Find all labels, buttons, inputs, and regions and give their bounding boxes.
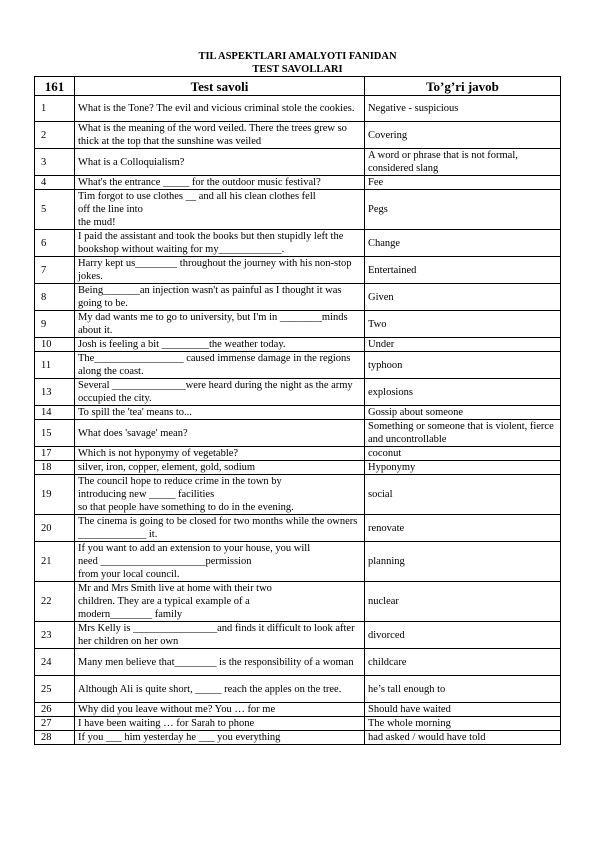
row-number: 8 [35, 284, 75, 311]
row-question: silver, iron, copper, element, gold, sodium [75, 461, 365, 475]
row-number: 19 [35, 475, 75, 515]
row-question: Being_______an injection wasn't as painful as I thought it was going to be. [75, 284, 365, 311]
table-row [35, 622, 561, 649]
row-number: 14 [35, 406, 75, 420]
row-answer: typhoon [365, 352, 561, 379]
row-question: Harry kept us________ throughout the journey with his non-stop jokes. [75, 257, 365, 284]
row-question: If you want to add an extension to your house, you will need ____________________permission from your local council. [75, 542, 365, 582]
table-row [35, 542, 561, 582]
row-question: What is the meaning of the word veiled. There the trees grew so thick at the top that the sunshine was veiled [75, 122, 365, 149]
row-number: 26 [35, 703, 75, 717]
row-answer: Hyponymy [365, 461, 561, 475]
table-row [35, 190, 561, 230]
row-answer: Something or someone that is violent, fierce and uncontrollable [365, 420, 561, 447]
row-question: My dad wants me to go to university, but I'm in ________minds about it. [75, 311, 365, 338]
row-number: 2 [35, 122, 75, 149]
row-number: 20 [35, 515, 75, 542]
table-row [35, 149, 561, 176]
header-answer: To’g’ri javob [365, 77, 561, 96]
table-row [35, 230, 561, 257]
table-row [35, 96, 561, 122]
row-number: 11 [35, 352, 75, 379]
table-row [35, 676, 561, 703]
row-answer: Covering [365, 122, 561, 149]
row-answer: renovate [365, 515, 561, 542]
test-table [34, 76, 561, 745]
table-row [35, 582, 561, 622]
row-question: What does 'savage' mean? [75, 420, 365, 447]
row-number: 18 [35, 461, 75, 475]
row-answer: Should have waited [365, 703, 561, 717]
document-title [34, 50, 561, 76]
title-line-2: TEST SAVOLLARI [252, 64, 343, 75]
row-question: Many men believe that________ is the responsibility of a woman [75, 649, 365, 676]
row-question: The council hope to reduce crime in the town by introducing new _____ facilities so that people have something to do in the evening. [75, 475, 365, 515]
table-row [35, 352, 561, 379]
row-question: The_________________ caused immense damage in the regions along the coast. [75, 352, 365, 379]
row-question: Why did you leave without me? You … for me [75, 703, 365, 717]
row-answer: divorced [365, 622, 561, 649]
table-row [35, 731, 561, 745]
table-row [35, 461, 561, 475]
row-question: To spill the 'tea' means to... [75, 406, 365, 420]
row-answer: Gossip about someone [365, 406, 561, 420]
row-number: 3 [35, 149, 75, 176]
row-number: 23 [35, 622, 75, 649]
row-number: 25 [35, 676, 75, 703]
row-question: What is the Tone? The evil and vicious criminal stole the cookies. [75, 96, 365, 122]
table-row [35, 406, 561, 420]
row-answer: coconut [365, 447, 561, 461]
row-answer: nuclear [365, 582, 561, 622]
table-row [35, 447, 561, 461]
table-row [35, 338, 561, 352]
row-question: The cinema is going to be closed for two months while the owners _____________ it. [75, 515, 365, 542]
row-number: 4 [35, 176, 75, 190]
row-number: 6 [35, 230, 75, 257]
table-row [35, 649, 561, 676]
row-number: 17 [35, 447, 75, 461]
row-question: I paid the assistant and took the books but then stupidly left the bookshop without waiting for my____________. [75, 230, 365, 257]
row-answer: The whole morning [365, 717, 561, 731]
row-number: 7 [35, 257, 75, 284]
row-answer: Pegs [365, 190, 561, 230]
row-answer: A word or phrase that is not formal, considered slang [365, 149, 561, 176]
row-number: 5 [35, 190, 75, 230]
table-row [35, 515, 561, 542]
row-answer: he’s tall enough to [365, 676, 561, 703]
row-answer: planning [365, 542, 561, 582]
table-row [35, 311, 561, 338]
row-number: 10 [35, 338, 75, 352]
row-number: 22 [35, 582, 75, 622]
table-row [35, 475, 561, 515]
table-header-row [35, 77, 561, 96]
row-number: 15 [35, 420, 75, 447]
row-answer: Under [365, 338, 561, 352]
table-row [35, 703, 561, 717]
row-answer: Entertained [365, 257, 561, 284]
row-answer: social [365, 475, 561, 515]
row-question: Mr and Mrs Smith live at home with their two children. They are a typical example of a modern________ family [75, 582, 365, 622]
document-page [34, 50, 561, 745]
header-question: Test savoli [75, 77, 365, 96]
row-question: Although Ali is quite short, _____ reach the apples on the tree. [75, 676, 365, 703]
row-answer: Two [365, 311, 561, 338]
row-number: 13 [35, 379, 75, 406]
row-question: Which is not hyponymy of vegetable? [75, 447, 365, 461]
row-question: Several ______________were heard during the night as the army occupied the city. [75, 379, 365, 406]
row-answer: had asked / would have told [365, 731, 561, 745]
title-line-1: TIL ASPEKTLARI AMALYOTI FANIDAN [198, 51, 397, 62]
row-number: 9 [35, 311, 75, 338]
row-number: 21 [35, 542, 75, 582]
row-question: I have been waiting … for Sarah to phone [75, 717, 365, 731]
row-answer: explosions [365, 379, 561, 406]
row-number: 28 [35, 731, 75, 745]
row-question: Josh is feeling a bit _________the weather today. [75, 338, 365, 352]
table-row [35, 176, 561, 190]
row-number: 1 [35, 96, 75, 122]
row-question: What's the entrance _____ for the outdoor music festival? [75, 176, 365, 190]
header-number: 161 [35, 77, 75, 96]
row-question: If you ___ him yesterday he ___ you everything [75, 731, 365, 745]
table-row [35, 379, 561, 406]
table-row [35, 122, 561, 149]
row-answer: Negative - suspicious [365, 96, 561, 122]
row-question: Mrs Kelly is ________________and finds it difficult to look after her children on her own [75, 622, 365, 649]
table-row [35, 420, 561, 447]
table-row [35, 257, 561, 284]
row-number: 27 [35, 717, 75, 731]
row-answer: childcare [365, 649, 561, 676]
row-answer: Change [365, 230, 561, 257]
table-row [35, 284, 561, 311]
table-row [35, 717, 561, 731]
row-number: 24 [35, 649, 75, 676]
row-question: What is a Colloquialism? [75, 149, 365, 176]
row-answer: Given [365, 284, 561, 311]
row-answer: Fee [365, 176, 561, 190]
table-body [35, 96, 561, 745]
row-question: Tim forgot to use clothes __ and all his clean clothes fell off the line into the mud! [75, 190, 365, 230]
